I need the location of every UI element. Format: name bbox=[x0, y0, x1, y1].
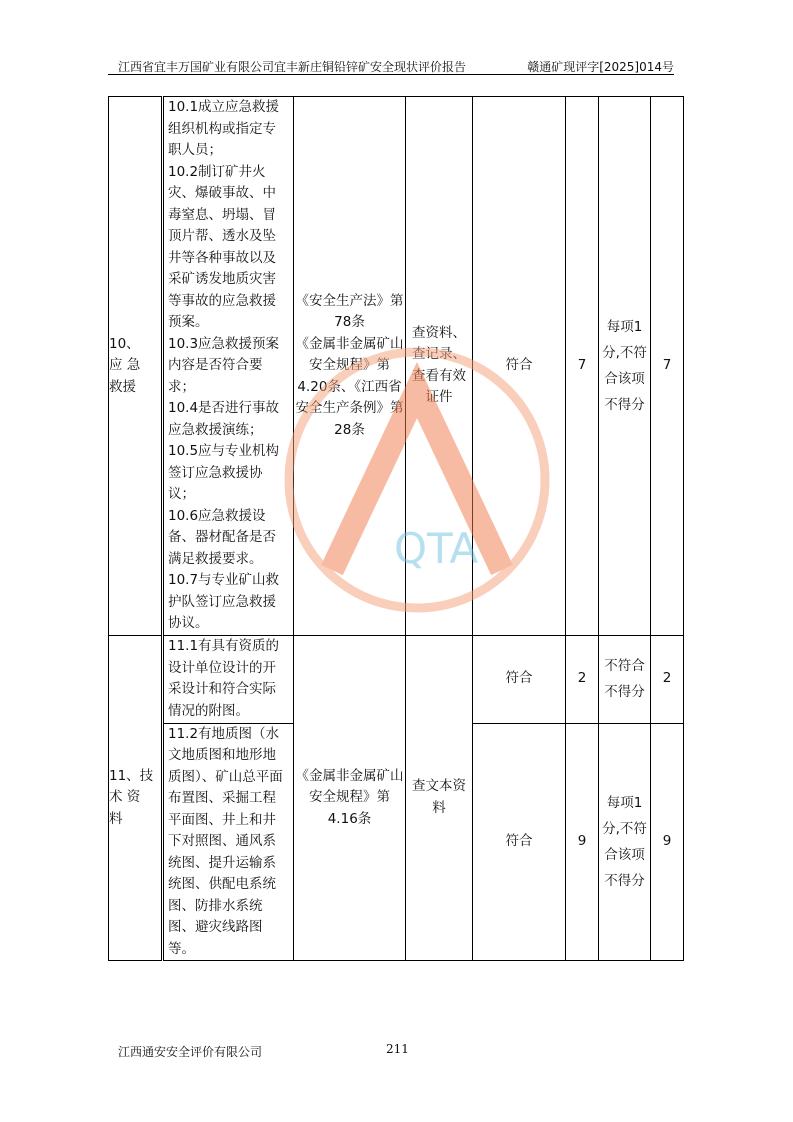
item-cell: 11、技 术 资 料 bbox=[109, 635, 163, 961]
content-cell: 11.2有地质图（水文地质图和地形地质图）、矿山总平面布置图、采掘工程平面图、井上和井下对照图、通风系统图、提升运输系统图、供配电系统图、防排水系统图、避灾线路图等。 bbox=[163, 723, 294, 961]
evaluation-table bbox=[108, 96, 684, 961]
rule-cell: 每项1分,不符合该项不得分 bbox=[599, 723, 651, 961]
method-cell: 查文本资料 bbox=[406, 635, 473, 961]
result-cell: 符合 bbox=[473, 723, 566, 961]
rule-cell: 不符合不得分 bbox=[599, 635, 651, 723]
final-score-cell: 2 bbox=[651, 635, 684, 723]
content-cell: 11.1有具有资质的设计单位设计的开采设计和符合实际情况的附图。 bbox=[163, 635, 294, 723]
final-score-cell: 9 bbox=[651, 723, 684, 961]
score-cell: 9 bbox=[566, 723, 599, 961]
document-number: 赣通矿现评字[2025]014号 bbox=[527, 60, 674, 74]
table-row-emergency bbox=[109, 97, 684, 636]
result-cell: 符合 bbox=[473, 97, 566, 636]
method-cell: 查资料、查记录、查看有效证件 bbox=[406, 97, 473, 636]
item-cell: 10、 应 急 救援 bbox=[109, 97, 163, 636]
rule-cell: 每项1分,不符合该项不得分 bbox=[599, 97, 651, 636]
header-rule bbox=[108, 74, 674, 75]
result-cell: 符合 bbox=[473, 635, 566, 723]
score-cell: 7 bbox=[566, 97, 599, 636]
page-number: 211 bbox=[386, 1042, 409, 1056]
report-title: 江西省宜丰万国矿业有限公司宜丰新庄铜铅锌矿安全现状评价报告 bbox=[118, 60, 467, 74]
final-score-cell: 7 bbox=[651, 97, 684, 636]
table-row-tech-a bbox=[109, 635, 684, 723]
score-cell: 2 bbox=[566, 635, 599, 723]
footer-company: 江西通安安全评价有限公司 bbox=[118, 1045, 263, 1059]
basis-cell: 《金属非金属矿山安全规程》第4.16条 bbox=[294, 635, 406, 961]
content-cell: 10.1成立应急救援组织机构或指定专职人员； 10.2制订矿井火灾、爆破事故、中毒窒息、坍塌、冒顶片帮、透水及坠井等各种事故以及采矿诱发地质灾害等事故的应急救援预案。 10.3应急救援预案内容是否符合要求； 10.4是否进行事故应急救援演练； 10.5应与专业机构签订应急救援协议； 10.6应急救援设备、器材配备是否满足救援要求。 10.7与专业矿山救护队签订应急救援协议。 bbox=[163, 97, 294, 636]
basis-cell: 《安全生产法》第78条 《金属非金属矿山安全规程》第4.20条、《江西省安全生产条例》第28条 bbox=[294, 97, 406, 636]
seal-letters: QTA bbox=[394, 524, 479, 573]
